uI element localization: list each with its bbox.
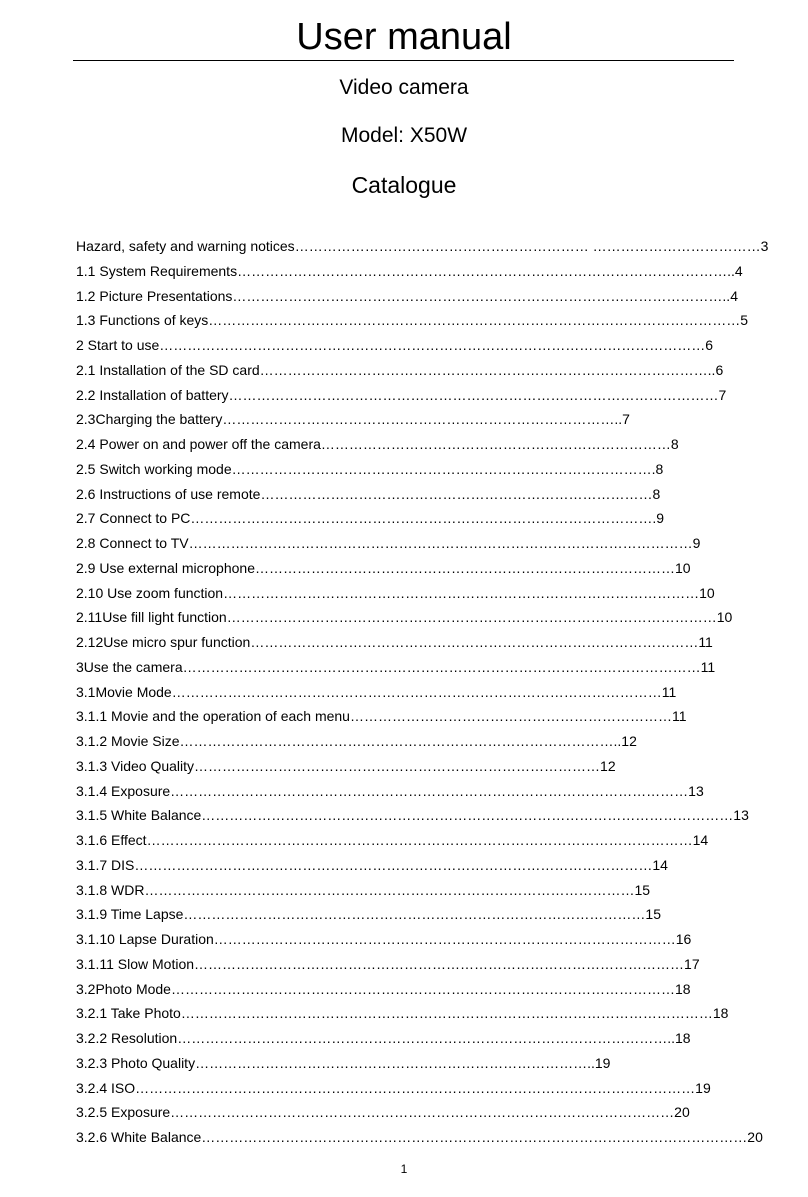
document-title: User manual (296, 16, 512, 58)
toc-entry-page: 8 (652, 485, 661, 502)
toc-entry-page: 19 (695, 1079, 711, 1096)
toc-entry-title: 2.4 Power on and power off the camera (76, 436, 321, 452)
toc-entry-leader: ………………………………………………………………………………………………… (170, 782, 689, 799)
toc-entry[interactable] (76, 902, 736, 927)
toc-entry-leader: …………………………………………………………………………………………………… (208, 312, 741, 329)
toc-entry[interactable] (76, 977, 736, 1002)
toc-entry[interactable] (76, 952, 736, 977)
toc-entry-leader: ……………………………………………………………………………………………………… (146, 832, 693, 848)
toc-entry-title: 2.10 Use zoom function (76, 584, 224, 601)
toc-entry-page: 9 (692, 535, 701, 551)
toc-entry-leader: ………………………………………………………………… (320, 436, 671, 452)
toc-entry-title: 2.12Use micro spur function (76, 634, 251, 650)
toc-entry-leader: …………………………………………………………………………………………… (194, 955, 685, 972)
toc-entry-title: 3.1.8 WDR (76, 881, 145, 898)
toc-entry-page: 15 (634, 881, 651, 898)
toc-entry-title: 2.5 Switch working mode (76, 460, 232, 477)
toc-entry[interactable] (76, 407, 736, 432)
toc-entry-page: 11 (698, 634, 713, 650)
toc-entry-page: 6 (705, 337, 714, 353)
toc-entry[interactable] (76, 1100, 736, 1125)
toc-entry[interactable] (76, 1026, 736, 1051)
toc-entry-leader: ………………………………………………………………………………….. (179, 733, 622, 749)
toc-entry-title: 3.1.2 Movie Size (76, 733, 180, 749)
toc-entry-leader: …………………………………………………………………………………………… (226, 609, 717, 626)
toc-entry-leader: ……………………………………………………… ……………………………… (294, 238, 761, 254)
toc-entry-title: 3.1.1 Movie and the operation of each menu (76, 708, 350, 725)
toc-entry[interactable] (76, 927, 736, 952)
toc-entry-title: 2 Start to use (76, 337, 160, 353)
toc-entry-page: 8 (670, 436, 679, 452)
toc-entry-page: 3 (760, 238, 769, 254)
toc-entry[interactable] (76, 556, 736, 581)
toc-entry-leader: …………………………………………………………………………………………… (228, 386, 719, 403)
toc-entry-title: 2.8 Connect to TV (76, 535, 189, 551)
toc-entry[interactable] (76, 432, 736, 457)
toc-entry-page: 12 (600, 757, 616, 774)
toc-entry-title: 3.1.11 Slow Motion (76, 955, 195, 972)
toc-entry[interactable] (76, 506, 736, 531)
toc-entry-page: 14 (692, 832, 709, 848)
toc-entry-title: 3.2.6 White Balance (76, 1129, 202, 1145)
toc-entry-page: 18 (674, 1030, 691, 1046)
toc-entry-page: 13 (733, 807, 749, 824)
toc-entry-page: 4 (734, 262, 743, 279)
toc-entry-title: 3.1.3 Video Quality (76, 757, 195, 774)
toc-entry[interactable] (76, 853, 736, 878)
toc-entry[interactable] (76, 729, 736, 754)
toc-entry-title: 3.2.5 Exposure (76, 1104, 171, 1121)
toc-entry-leader: ………………………………………………………………………………………. (190, 510, 657, 527)
toc-entry-leader: …………………………………………………………………………………….. (259, 361, 716, 378)
toc-entry-title: 3.1.10 Lapse Duration (76, 931, 214, 947)
toc-entry-leader: …………………………………………………………………………………………….. (232, 287, 731, 304)
toc-entry[interactable] (76, 1125, 763, 1150)
toc-entry-title: 3.1.6 Effect (76, 832, 147, 848)
toc-entry-leader: ………………………………………………………………………………. (231, 460, 656, 477)
toc-entry-title: 2.9 Use external microphone (76, 559, 255, 576)
toc-entry-leader: ……………………………………………………………………………………… (183, 906, 646, 923)
toc-entry-leader: ……………………………………………………………………………………………………… (201, 1129, 748, 1145)
toc-entry-leader: …………………………………………………………………………………………………… (180, 1005, 713, 1022)
toc-entry[interactable] (76, 358, 736, 383)
toc-entry[interactable] (76, 680, 736, 705)
toc-entry-page: 8 (655, 460, 664, 477)
toc-entry-leader: …………………………………………………………………………………………….. (237, 262, 735, 279)
toc-entry-page: 7 (718, 386, 727, 403)
toc-entry[interactable] (76, 779, 736, 804)
toc-entry-page: 11 (671, 708, 687, 725)
toc-entry-title: 3.2.3 Photo Quality (76, 1054, 196, 1071)
toc-entry[interactable] (76, 234, 769, 259)
toc-entry-page: 10 (675, 559, 691, 576)
toc-entry-title: 2.6 Instructions of use remote (76, 485, 261, 502)
toc-entry[interactable] (76, 754, 736, 779)
toc-entry-leader: …………………………………………………………………………………………… (171, 683, 662, 700)
toc-entry-page: 17 (684, 955, 700, 972)
toc-entry[interactable] (76, 308, 749, 333)
toc-entry[interactable] (76, 383, 736, 408)
toc-entry-title: 3.1.5 White Balance (76, 807, 202, 824)
toc-entry-title: 1.3 Functions of keys (76, 312, 209, 329)
toc-entry-leader: …………………………………………………………… (349, 708, 672, 725)
toc-entry-leader: ……………………………………………………………………………………………………… (159, 337, 706, 353)
toc-entry-leader: ……………………………………………………………………………………………… (170, 1104, 675, 1121)
catalogue-heading: Catalogue (351, 172, 457, 198)
toc-entry-page: 18 (674, 980, 691, 997)
toc-entry-page: 10 (716, 609, 733, 626)
toc-entry-leader: ……………………………………………………………………………………… (213, 931, 676, 947)
toc-entry[interactable] (76, 1076, 736, 1101)
toc-entry[interactable] (76, 531, 736, 556)
toc-entry[interactable] (76, 284, 736, 309)
toc-entry-page: 11 (661, 683, 677, 700)
toc-entry[interactable] (76, 333, 736, 358)
toc-entry-title: 3.1.9 Time Lapse (76, 906, 184, 923)
toc-entry-leader: …………………………………………………………………………… (194, 757, 601, 774)
toc-entry[interactable] (76, 457, 736, 482)
toc-entry-page: 13 (688, 782, 704, 799)
toc-entry-page: 11 (700, 658, 716, 675)
toc-entry[interactable] (76, 482, 736, 507)
toc-entry-page: 15 (645, 906, 661, 923)
toc-entry-page: 5 (740, 312, 749, 329)
toc-entry[interactable] (76, 878, 736, 903)
toc-entry-page: 20 (747, 1129, 763, 1145)
toc-entry[interactable] (76, 581, 736, 606)
toc-entry-leader: ………………………………………………………………………….. (222, 411, 623, 428)
toc-entry-leader: ………………………………………………………………………………………………… (134, 856, 653, 873)
toc-entry[interactable] (76, 1001, 736, 1026)
toc-entry-leader: ……………………………………………………………………………………………… (170, 980, 675, 997)
toc-entry-page: 12 (621, 733, 637, 749)
toc-entry-page: 14 (652, 856, 668, 873)
toc-entry-leader: …………………………………………………………………………………… (250, 634, 699, 650)
toc-entry[interactable] (76, 828, 736, 853)
toc-entry-title: 3.2.2 Resolution (76, 1030, 178, 1046)
toc-entry-page: 18 (712, 1005, 729, 1022)
toc-entry-title: 2.3Charging the battery (76, 411, 223, 428)
toc-entry[interactable] (76, 704, 736, 729)
title-divider (73, 60, 734, 61)
toc-entry-title: 3.2Photo Mode (76, 980, 171, 997)
page-number: 1 (400, 1162, 408, 1176)
toc-entry[interactable] (76, 655, 736, 680)
toc-entry[interactable] (76, 803, 749, 828)
toc-entry-title: 2.11Use fill light function (76, 609, 227, 626)
toc-entry-leader: …………………………………………………………………………………………………… (201, 807, 734, 824)
toc-entry-leader: ………………………………………………………………………….. (195, 1054, 595, 1071)
toc-entry[interactable] (76, 259, 743, 284)
toc-entry-page: 7 (622, 411, 630, 428)
toc-entry[interactable] (76, 1051, 736, 1076)
toc-entry-title: Hazard, safety and warning notices (76, 238, 295, 254)
toc-entry-title: 3.1.4 Exposure (76, 782, 171, 799)
toc-entry-leader: ………………………………………………………………………… (260, 485, 653, 502)
toc-entry-title: 2.1 Installation of the SD card (76, 361, 260, 378)
model-label: Model: X50W (340, 124, 468, 147)
toc-entry-page: 19 (594, 1054, 611, 1071)
toc-entry-leader: ………………………………………………………………………………………………………… (135, 1079, 696, 1096)
toc-entry-page: 9 (656, 510, 665, 527)
toc-entry-page: 10 (699, 584, 715, 601)
toc-entry-title: 3.2.4 ISO (76, 1079, 136, 1096)
toc-entry-title: 1.2 Picture Presentations (76, 287, 233, 304)
toc-entry-title: 2.7 Connect to PC (76, 510, 191, 527)
toc-entry-leader: ………………………………………………………………………………………… (223, 584, 700, 601)
toc-entry-title: 1.1 System Requirements (76, 262, 238, 279)
toc-entry-page: 16 (675, 931, 692, 947)
toc-entry-leader: ………………………………………………………………………………………………… (182, 658, 701, 675)
toc-entry-page: 4 (730, 287, 738, 304)
toc-entry[interactable] (76, 630, 736, 655)
toc-entry-title: 3.2.1 Take Photo (76, 1005, 181, 1022)
table-of-contents (76, 234, 769, 1150)
toc-entry-title: 3.1.7 DIS (76, 856, 135, 873)
toc-entry-page: 20 (674, 1104, 690, 1121)
toc-entry-leader: …………………………………………………………………………………………….. (177, 1030, 675, 1046)
toc-entry-leader: ……………………………………………………………………………… (255, 559, 675, 576)
toc-entry-leader: …………………………………………………………………………………………… (144, 881, 635, 898)
toc-entry-leader: ……………………………………………………………………………………………… (188, 535, 693, 551)
product-subtitle: Video camera (339, 76, 469, 99)
toc-entry[interactable] (76, 605, 736, 630)
toc-entry-title: 3Use the camera (76, 658, 183, 675)
toc-entry-page: 6 (715, 361, 724, 378)
toc-entry-title: 2.2 Installation of battery (76, 386, 229, 403)
toc-entry-title: 3.1Movie Mode (76, 683, 172, 700)
